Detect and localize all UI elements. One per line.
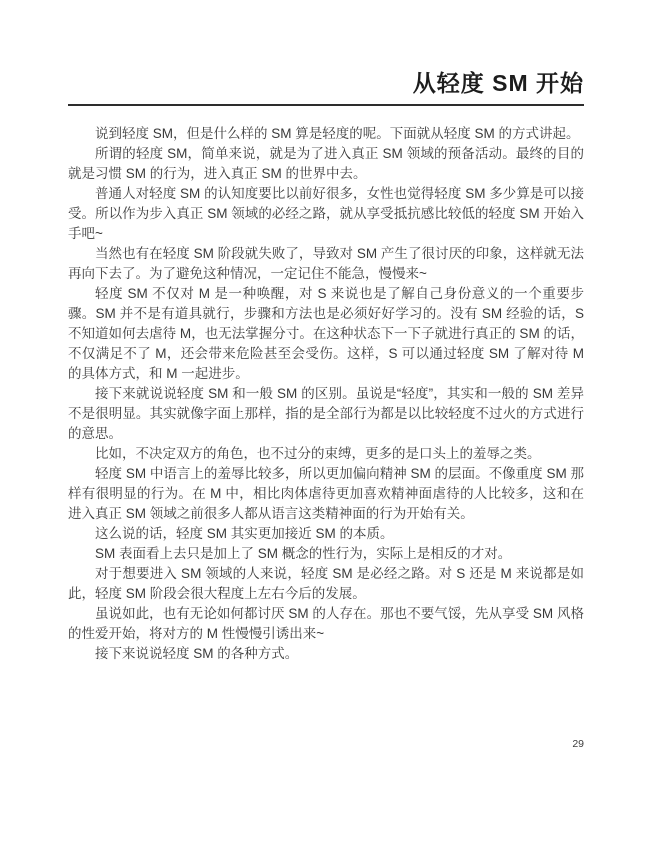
page-header [68,0,584,106]
paragraph: 说到轻度 SM，但是什么样的 SM 算是轻度的呢。下面就从轻度 SM 的方式讲起。 [95,126,580,141]
paragraph: 所谓的轻度 SM，简单来说，就是为了进入真正 SM 领域的预备活动。最终的目的就是习惯 SM 的行为，进入真正 SM 的世界中去。 [68,146,584,181]
title-divider [68,104,584,106]
page-number: 29 [572,738,584,750]
paragraph: 轻度 SM 中语言上的羞辱比较多，所以更加偏向精神 SM 的层面。不像重度 SM 那样有很明显的行为。在 M 中，相比肉体虐待更加喜欢精神面虐待的人比较多，这和在进入真正 SM 领域之前很多人都从语言这类精神面的行为开始有关。 [68,466,584,521]
paragraph: 当然也有在轻度 SM 阶段就失败了，导致对 SM 产生了很讨厌的印象，这样就无法再向下去了。为了避免这种情况，一定记住不能急，慢慢来~ [68,246,584,281]
paragraph: 接下来说说轻度 SM 的各种方式。 [95,646,299,661]
page-title: 从轻度 SM 开始 [412,70,584,96]
paragraph: 这么说的话，轻度 SM 其实更加接近 SM 的本质。 [95,526,394,541]
paragraph: 接下来就说说轻度 SM 和一般 SM 的区别。虽说是“轻度”，其实和一般的 SM 差异不是很明显。其实就像字面上那样，指的是全部行为都是以比较轻度不过火的方式进行的意思。 [68,386,584,441]
document-body [68,124,584,664]
paragraph: 比如，不决定双方的角色，也不过分的束缚，更多的是口头上的羞辱之类。 [95,446,541,461]
paragraph: 普通人对轻度 SM 的认知度要比以前好很多，女性也觉得轻度 SM 多少算是可以接受。所以作为步入真正 SM 领域的必经之路，就从享受抵抗感比较低的轻度 SM 开始入手吧~ [68,186,584,241]
paragraph: 对于想要进入 SM 领域的人来说，轻度 SM 是必经之路。对 S 还是 M 来说都是如此，轻度 SM 阶段会很大程度上左右今后的发展。 [68,566,584,601]
paragraph: SM 表面看上去只是加上了 SM 概念的性行为，实际上是相反的才对。 [95,546,512,561]
paragraph: 虽说如此，也有无论如何都讨厌 SM 的人存在。那也不要气馁，先从享受 SM 风格的性爱开始，将对方的 M 性慢慢引诱出来~ [68,606,584,641]
paragraph: 轻度 SM 不仅对 M 是一种唤醒，对 S 来说也是了解自己身份意义的一个重要步骤。SM 并不是有道具就行，步骤和方法也是必须好好学习的。没有 SM 经验的话，S 不知道如何去虐待 M，也无法掌握分寸。在这种状态下一下子就进行真正的 SM 的话，不仅满足不了 M，还会带来危险甚至会受伤。这样，S 可以通过轻度 SM 了解对待 M 的具体方式，和 M 一起进步。 [68,286,584,381]
